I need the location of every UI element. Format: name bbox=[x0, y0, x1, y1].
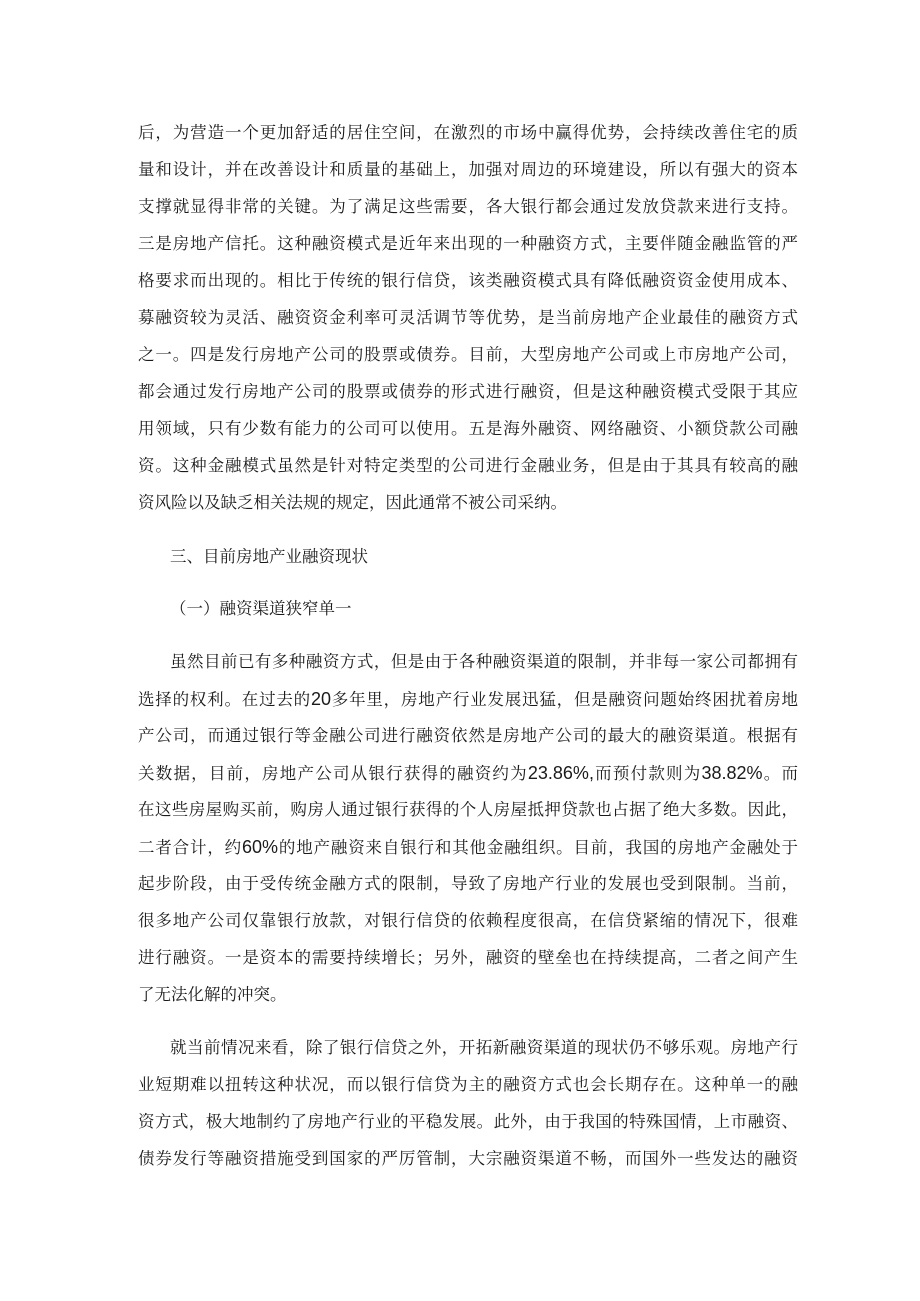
text-line: 债券发行等融资措施受到国家的严厉管制，大宗融资渠道不畅，而国外一些发达的融资 bbox=[138, 1149, 798, 1168]
text-line: 量和设计，并在改善设计和质量的基础上，加强对周边的环境建设，所以有强大的资本 bbox=[138, 160, 798, 179]
text-line: 就当前情况来看，除了银行信贷之外，开拓新融资渠道的现状仍不够乐观。房地产行 bbox=[170, 1038, 798, 1057]
number-span: 23.86%, bbox=[527, 763, 594, 783]
text-line: 进行融资。一是资本的需要持续增长；另外，融资的壁垒也在持续提高，二者之间产生 bbox=[138, 948, 798, 967]
text-line: 资风险以及缺乏相关法规的规定，因此通常不被公司采纳。 bbox=[138, 493, 567, 512]
text-line: 产公司，而通过银行等金融公司进行融资依然是房地产公司的最大的融资渠道。根据有 bbox=[138, 726, 798, 745]
text-line: 都会通过发行房地产公司的股票或债券的形式进行融资，但是这种融资模式受限于其应 bbox=[138, 382, 798, 401]
text-line: 很多地产公司仅靠银行放款，对银行信贷的依赖程度很高，在信贷紧缩的情况下，很难 bbox=[138, 911, 798, 930]
text-line: 支撑就显得非常的关键。为了满足这些需要，各大银行都会通过发放贷款来进行支持。 bbox=[138, 197, 798, 216]
text-line: 资方式，极大地制约了房地产行业的平稳发展。此外，由于我国的特殊国情，上市融资、 bbox=[138, 1112, 798, 1131]
section-heading: 三、目前房地产业融资现状 bbox=[170, 547, 368, 566]
text-line bbox=[138, 835, 798, 859]
text-span: 二者合计，约 bbox=[138, 838, 242, 857]
text-line: 业短期难以扭转这种状况，而以银行信贷为主的融资方式也会长期存在。这种单一的融 bbox=[138, 1075, 798, 1094]
text-line: 三是房地产信托。这种融资模式是近年来出现的一种融资方式，主要伴随金融监管的严 bbox=[138, 234, 798, 253]
text-line: 之一。四是发行房地产公司的股票或债券。目前，大型房地产公司或上市房地产公司， bbox=[138, 345, 798, 364]
number-span: 60% bbox=[242, 837, 279, 857]
text-span: 选择的权利。在过去的 bbox=[138, 690, 311, 709]
text-line: 资。这种金融模式虽然是针对特定类型的公司进行金融业务，但是由于其具有较高的融 bbox=[138, 456, 798, 475]
text-line: 在这些房屋购买前，购房人通过银行获得的个人房屋抵押贷款也占据了绝大多数。因此， bbox=[138, 800, 798, 819]
text-span: 关数据，目前，房地产公司从银行获得的融资约为 bbox=[138, 764, 528, 783]
text-line bbox=[138, 687, 798, 711]
text-span: 。而 bbox=[762, 764, 799, 783]
text-span: 的地产融资来自银行和其他金融组织。目前，我国的房地产金融处于 bbox=[278, 838, 799, 857]
text-line: 格要求而出现的。相比于传统的银行信贷，该类融资模式具有降低融资资金使用成本、 bbox=[138, 271, 798, 290]
text-line bbox=[138, 761, 798, 785]
text-line: 起步阶段，由于受传统金融方式的限制，导致了房地产行业的发展也受到限制。当前， bbox=[138, 874, 798, 893]
text-span: 而预付款则为 bbox=[593, 764, 702, 783]
number-span: 38.82% bbox=[701, 763, 763, 783]
text-line: 后，为营造一个更加舒适的居住空间，在激烈的市场中赢得优势，会持续改善住宅的质 bbox=[138, 123, 798, 142]
text-line: 募融资较为灵活、融资资金利率可灵活调节等优势，是当前房地产企业最佳的融资方式 bbox=[138, 308, 798, 327]
subsection-heading: （一）融资渠道狭窄单一 bbox=[170, 599, 352, 618]
text-line: 虽然目前已有多种融资方式，但是由于各种融资渠道的限制，并非每一家公司都拥有 bbox=[170, 652, 798, 671]
text-line: 了无法化解的冲突。 bbox=[138, 985, 287, 1004]
text-span: 多年里，房地产行业发展迅猛，但是融资问题始终困扰着房地 bbox=[331, 690, 799, 709]
number-span: 20 bbox=[310, 689, 331, 709]
text-line: 用领域，只有少数有能力的公司可以使用。五是海外融资、网络融资、小额贷款公司融 bbox=[138, 419, 798, 438]
